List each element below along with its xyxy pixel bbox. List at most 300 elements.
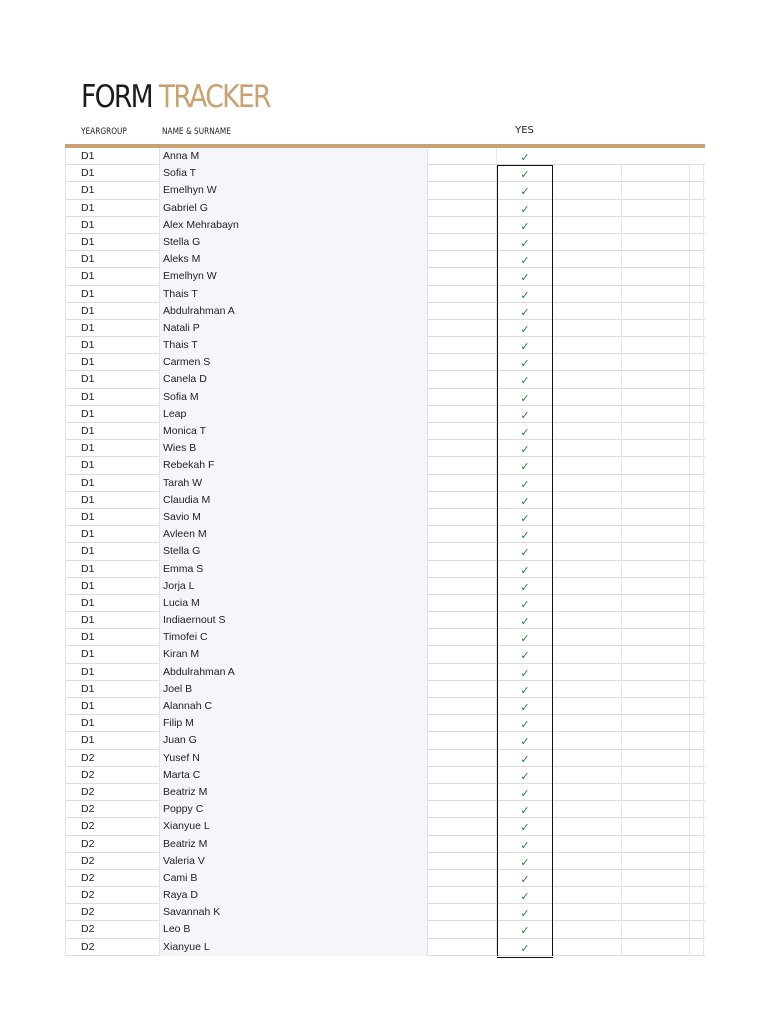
blank-cell[interactable] xyxy=(428,234,497,251)
name-cell[interactable]: Monica T xyxy=(159,423,428,440)
empty-cell[interactable] xyxy=(690,698,704,715)
empty-cell[interactable] xyxy=(690,681,704,698)
empty-cell[interactable] xyxy=(621,750,690,767)
empty-cell[interactable] xyxy=(553,543,621,560)
blank-cell[interactable] xyxy=(428,371,497,388)
blank-cell[interactable] xyxy=(428,921,497,938)
empty-cell[interactable] xyxy=(690,182,704,199)
yeargroup-cell[interactable]: D1 xyxy=(81,596,95,609)
empty-cell[interactable] xyxy=(621,457,690,474)
name-cell[interactable]: Leo B xyxy=(159,921,428,938)
empty-cell[interactable] xyxy=(621,715,690,732)
empty-cell[interactable] xyxy=(553,492,621,509)
empty-cell[interactable] xyxy=(553,406,621,423)
yes-cell[interactable] xyxy=(497,853,553,870)
empty-cell[interactable] xyxy=(690,371,704,388)
empty-cell[interactable] xyxy=(690,750,704,767)
yes-cell[interactable] xyxy=(497,543,553,560)
empty-cell[interactable] xyxy=(621,268,690,285)
name-cell[interactable]: Emelhyn W xyxy=(159,182,428,199)
empty-cell[interactable] xyxy=(690,234,704,251)
empty-cell[interactable] xyxy=(690,939,704,956)
name-cell[interactable]: Savio M xyxy=(159,509,428,526)
yes-cell[interactable] xyxy=(497,904,553,921)
blank-cell[interactable] xyxy=(428,939,497,956)
empty-cell[interactable] xyxy=(553,784,621,801)
blank-cell[interactable] xyxy=(428,389,497,406)
blank-cell[interactable] xyxy=(428,767,497,784)
name-cell[interactable]: Marta C xyxy=(159,767,428,784)
empty-cell[interactable] xyxy=(621,939,690,956)
blank-cell[interactable] xyxy=(428,612,497,629)
blank-cell[interactable] xyxy=(428,457,497,474)
yeargroup-cell[interactable]: D2 xyxy=(81,906,95,919)
empty-cell[interactable] xyxy=(621,526,690,543)
name-cell[interactable]: Indiaernout S xyxy=(159,612,428,629)
name-cell[interactable]: Stella G xyxy=(159,543,428,560)
empty-cell[interactable] xyxy=(690,492,704,509)
empty-cell[interactable] xyxy=(621,561,690,578)
name-cell[interactable]: Cami B xyxy=(159,870,428,887)
empty-cell[interactable] xyxy=(621,818,690,835)
empty-cell[interactable] xyxy=(553,939,621,956)
empty-cell[interactable] xyxy=(553,423,621,440)
name-cell[interactable]: Wies B xyxy=(159,440,428,457)
empty-cell[interactable] xyxy=(621,801,690,818)
name-cell[interactable]: Thais T xyxy=(159,337,428,354)
blank-cell[interactable] xyxy=(428,853,497,870)
empty-cell[interactable] xyxy=(621,148,690,165)
name-cell[interactable]: Avleen M xyxy=(159,526,428,543)
name-cell[interactable]: Jorja L xyxy=(159,578,428,595)
blank-cell[interactable] xyxy=(428,904,497,921)
yeargroup-cell[interactable]: D2 xyxy=(81,751,95,764)
blank-cell[interactable] xyxy=(428,251,497,268)
empty-cell[interactable] xyxy=(553,853,621,870)
empty-cell[interactable] xyxy=(553,320,621,337)
empty-cell[interactable] xyxy=(690,526,704,543)
name-cell[interactable]: Emma S xyxy=(159,561,428,578)
empty-cell[interactable] xyxy=(621,165,690,182)
yes-cell[interactable] xyxy=(497,475,553,492)
empty-cell[interactable] xyxy=(553,715,621,732)
name-cell[interactable]: Leap xyxy=(159,406,428,423)
yes-cell[interactable] xyxy=(497,165,553,182)
empty-cell[interactable] xyxy=(621,595,690,612)
name-cell[interactable]: Xianyue L xyxy=(159,939,428,956)
empty-cell[interactable] xyxy=(621,664,690,681)
empty-cell[interactable] xyxy=(690,921,704,938)
yes-cell[interactable] xyxy=(497,715,553,732)
yeargroup-cell[interactable]: D1 xyxy=(81,270,95,283)
yes-cell[interactable] xyxy=(497,612,553,629)
empty-cell[interactable] xyxy=(690,664,704,681)
empty-cell[interactable] xyxy=(553,578,621,595)
blank-cell[interactable] xyxy=(428,165,497,182)
empty-cell[interactable] xyxy=(690,165,704,182)
empty-cell[interactable] xyxy=(690,784,704,801)
name-cell[interactable]: Abdulrahman A xyxy=(159,303,428,320)
empty-cell[interactable] xyxy=(621,509,690,526)
blank-cell[interactable] xyxy=(428,629,497,646)
yeargroup-cell[interactable]: D1 xyxy=(81,373,95,386)
empty-cell[interactable] xyxy=(553,836,621,853)
yeargroup-cell[interactable]: D1 xyxy=(81,682,95,695)
empty-cell[interactable] xyxy=(621,681,690,698)
empty-cell[interactable] xyxy=(553,165,621,182)
name-cell[interactable]: Aleks M xyxy=(159,251,428,268)
empty-cell[interactable] xyxy=(690,217,704,234)
blank-cell[interactable] xyxy=(428,784,497,801)
yeargroup-cell[interactable]: D1 xyxy=(81,648,95,661)
yeargroup-cell[interactable]: D1 xyxy=(81,339,95,352)
blank-cell[interactable] xyxy=(428,440,497,457)
yeargroup-cell[interactable]: D2 xyxy=(81,785,95,798)
yeargroup-cell[interactable]: D1 xyxy=(81,287,95,300)
blank-cell[interactable] xyxy=(428,337,497,354)
yes-cell[interactable] xyxy=(497,578,553,595)
yeargroup-cell[interactable]: D1 xyxy=(81,356,95,369)
yeargroup-cell[interactable]: D1 xyxy=(81,700,95,712)
empty-cell[interactable] xyxy=(621,475,690,492)
blank-cell[interactable] xyxy=(428,286,497,303)
empty-cell[interactable] xyxy=(553,732,621,749)
yes-cell[interactable] xyxy=(497,681,553,698)
blank-cell[interactable] xyxy=(428,148,497,165)
yes-cell[interactable] xyxy=(497,148,553,165)
empty-cell[interactable] xyxy=(690,337,704,354)
name-cell[interactable]: Timofei C xyxy=(159,629,428,646)
empty-cell[interactable] xyxy=(621,371,690,388)
empty-cell[interactable] xyxy=(621,629,690,646)
yeargroup-cell[interactable]: D2 xyxy=(81,854,95,867)
name-cell[interactable]: Abdulrahman A xyxy=(159,664,428,681)
yeargroup-cell[interactable]: D1 xyxy=(81,717,95,730)
empty-cell[interactable] xyxy=(621,337,690,354)
yeargroup-cell[interactable]: D2 xyxy=(81,923,95,936)
yeargroup-cell[interactable]: D2 xyxy=(81,889,95,902)
name-cell[interactable]: Yusef N xyxy=(159,750,428,767)
yes-cell[interactable] xyxy=(497,457,553,474)
blank-cell[interactable] xyxy=(428,423,497,440)
name-cell[interactable]: Alannah C xyxy=(159,698,428,715)
blank-cell[interactable] xyxy=(428,578,497,595)
empty-cell[interactable] xyxy=(621,732,690,749)
yes-cell[interactable] xyxy=(497,698,553,715)
name-cell[interactable]: Thais T xyxy=(159,286,428,303)
name-cell[interactable]: Xianyue L xyxy=(159,818,428,835)
name-cell[interactable]: Gabriel G xyxy=(159,200,428,217)
yeargroup-cell[interactable]: D1 xyxy=(81,167,95,180)
empty-cell[interactable] xyxy=(621,698,690,715)
name-cell[interactable]: Sofia M xyxy=(159,389,428,406)
empty-cell[interactable] xyxy=(690,457,704,474)
blank-cell[interactable] xyxy=(428,268,497,285)
empty-cell[interactable] xyxy=(621,251,690,268)
yes-cell[interactable] xyxy=(497,320,553,337)
name-cell[interactable]: Poppy C xyxy=(159,801,428,818)
empty-cell[interactable] xyxy=(621,887,690,904)
blank-cell[interactable] xyxy=(428,887,497,904)
blank-cell[interactable] xyxy=(428,750,497,767)
empty-cell[interactable] xyxy=(621,492,690,509)
empty-cell[interactable] xyxy=(690,612,704,629)
blank-cell[interactable] xyxy=(428,217,497,234)
yes-cell[interactable] xyxy=(497,526,553,543)
empty-cell[interactable] xyxy=(553,509,621,526)
yeargroup-cell[interactable]: D1 xyxy=(81,235,95,248)
yes-cell[interactable] xyxy=(497,646,553,663)
empty-cell[interactable] xyxy=(621,904,690,921)
yes-cell[interactable] xyxy=(497,887,553,904)
yeargroup-cell[interactable]: D1 xyxy=(81,321,95,334)
name-cell[interactable]: Filip M xyxy=(159,715,428,732)
name-cell[interactable]: Beatriz M xyxy=(159,784,428,801)
empty-cell[interactable] xyxy=(553,286,621,303)
name-cell[interactable]: Stella G xyxy=(159,234,428,251)
blank-cell[interactable] xyxy=(428,732,497,749)
yeargroup-cell[interactable]: D1 xyxy=(81,579,95,592)
yes-cell[interactable] xyxy=(497,509,553,526)
yeargroup-cell[interactable]: D1 xyxy=(81,253,95,266)
yes-cell[interactable] xyxy=(497,939,553,956)
yeargroup-cell[interactable]: D1 xyxy=(81,442,95,455)
blank-cell[interactable] xyxy=(428,303,497,320)
yeargroup-cell[interactable]: D1 xyxy=(81,390,95,403)
blank-cell[interactable] xyxy=(428,801,497,818)
name-cell[interactable]: Beatriz M xyxy=(159,836,428,853)
yeargroup-cell[interactable]: D1 xyxy=(81,562,95,575)
name-cell[interactable]: Sofia T xyxy=(159,165,428,182)
name-cell[interactable]: Alex Mehrabayn xyxy=(159,217,428,234)
yeargroup-cell[interactable]: D1 xyxy=(81,407,95,420)
blank-cell[interactable] xyxy=(428,595,497,612)
yeargroup-cell[interactable]: D1 xyxy=(81,734,95,747)
yes-cell[interactable] xyxy=(497,818,553,835)
yeargroup-cell[interactable]: D1 xyxy=(81,493,95,506)
yes-cell[interactable] xyxy=(497,406,553,423)
empty-cell[interactable] xyxy=(690,715,704,732)
name-cell[interactable]: Anna M xyxy=(159,148,428,165)
empty-cell[interactable] xyxy=(553,389,621,406)
empty-cell[interactable] xyxy=(553,440,621,457)
empty-cell[interactable] xyxy=(690,543,704,560)
yes-cell[interactable] xyxy=(497,664,553,681)
name-cell[interactable]: Canela D xyxy=(159,371,428,388)
name-cell[interactable]: Joel B xyxy=(159,681,428,698)
empty-cell[interactable] xyxy=(553,750,621,767)
yeargroup-cell[interactable]: D1 xyxy=(81,665,95,678)
yeargroup-cell[interactable]: D1 xyxy=(81,150,95,162)
empty-cell[interactable] xyxy=(553,217,621,234)
yes-cell[interactable] xyxy=(497,389,553,406)
empty-cell[interactable] xyxy=(553,251,621,268)
empty-cell[interactable] xyxy=(690,200,704,217)
yes-cell[interactable] xyxy=(497,371,553,388)
name-cell[interactable]: Valeria V xyxy=(159,853,428,870)
yes-cell[interactable] xyxy=(497,629,553,646)
empty-cell[interactable] xyxy=(553,595,621,612)
empty-cell[interactable] xyxy=(690,406,704,423)
yeargroup-cell[interactable]: D1 xyxy=(81,528,95,541)
empty-cell[interactable] xyxy=(621,784,690,801)
yeargroup-cell[interactable]: D1 xyxy=(81,459,95,472)
empty-cell[interactable] xyxy=(621,578,690,595)
yes-cell[interactable] xyxy=(497,182,553,199)
blank-cell[interactable] xyxy=(428,182,497,199)
empty-cell[interactable] xyxy=(553,268,621,285)
name-cell[interactable]: Rebekah F xyxy=(159,457,428,474)
name-cell[interactable]: Kiran M xyxy=(159,646,428,663)
blank-cell[interactable] xyxy=(428,200,497,217)
empty-cell[interactable] xyxy=(621,389,690,406)
empty-cell[interactable] xyxy=(690,561,704,578)
name-cell[interactable]: Raya D xyxy=(159,887,428,904)
yes-cell[interactable] xyxy=(497,303,553,320)
empty-cell[interactable] xyxy=(553,303,621,320)
blank-cell[interactable] xyxy=(428,698,497,715)
blank-cell[interactable] xyxy=(428,492,497,509)
empty-cell[interactable] xyxy=(690,578,704,595)
empty-cell[interactable] xyxy=(553,354,621,371)
blank-cell[interactable] xyxy=(428,561,497,578)
empty-cell[interactable] xyxy=(690,389,704,406)
empty-cell[interactable] xyxy=(621,870,690,887)
empty-cell[interactable] xyxy=(553,681,621,698)
empty-cell[interactable] xyxy=(553,887,621,904)
yeargroup-cell[interactable]: D1 xyxy=(81,425,95,437)
yeargroup-cell[interactable]: D1 xyxy=(81,545,95,558)
name-cell[interactable]: Tarah W xyxy=(159,475,428,492)
empty-cell[interactable] xyxy=(553,664,621,681)
empty-cell[interactable] xyxy=(621,182,690,199)
empty-cell[interactable] xyxy=(690,268,704,285)
empty-cell[interactable] xyxy=(690,303,704,320)
name-cell[interactable]: Emelhyn W xyxy=(159,268,428,285)
empty-cell[interactable] xyxy=(553,337,621,354)
yeargroup-cell[interactable]: D1 xyxy=(81,218,95,231)
empty-cell[interactable] xyxy=(690,440,704,457)
empty-cell[interactable] xyxy=(621,921,690,938)
empty-cell[interactable] xyxy=(553,801,621,818)
blank-cell[interactable] xyxy=(428,543,497,560)
yeargroup-cell[interactable]: D2 xyxy=(81,768,95,781)
empty-cell[interactable] xyxy=(621,217,690,234)
blank-cell[interactable] xyxy=(428,646,497,663)
yeargroup-cell[interactable]: D1 xyxy=(81,614,95,627)
yeargroup-cell[interactable]: D2 xyxy=(81,837,95,850)
empty-cell[interactable] xyxy=(553,371,621,388)
blank-cell[interactable] xyxy=(428,526,497,543)
yes-cell[interactable] xyxy=(497,870,553,887)
name-cell[interactable]: Juan G xyxy=(159,732,428,749)
yes-cell[interactable] xyxy=(497,337,553,354)
empty-cell[interactable] xyxy=(553,870,621,887)
empty-cell[interactable] xyxy=(621,200,690,217)
empty-cell[interactable] xyxy=(690,286,704,303)
blank-cell[interactable] xyxy=(428,406,497,423)
yes-cell[interactable] xyxy=(497,354,553,371)
empty-cell[interactable] xyxy=(690,870,704,887)
empty-cell[interactable] xyxy=(690,509,704,526)
empty-cell[interactable] xyxy=(690,904,704,921)
name-cell[interactable]: Claudia M xyxy=(159,492,428,509)
empty-cell[interactable] xyxy=(621,767,690,784)
name-cell[interactable]: Lucia M xyxy=(159,595,428,612)
empty-cell[interactable] xyxy=(621,836,690,853)
empty-cell[interactable] xyxy=(690,732,704,749)
yes-cell[interactable] xyxy=(497,836,553,853)
empty-cell[interactable] xyxy=(553,612,621,629)
blank-cell[interactable] xyxy=(428,509,497,526)
empty-cell[interactable] xyxy=(690,148,704,165)
yeargroup-cell[interactable]: D2 xyxy=(81,940,95,953)
empty-cell[interactable] xyxy=(690,887,704,904)
empty-cell[interactable] xyxy=(621,440,690,457)
name-cell[interactable]: Carmen S xyxy=(159,354,428,371)
empty-cell[interactable] xyxy=(621,303,690,320)
yes-cell[interactable] xyxy=(497,561,553,578)
empty-cell[interactable] xyxy=(553,921,621,938)
yeargroup-cell[interactable]: D1 xyxy=(81,631,95,644)
name-cell[interactable]: Natali P xyxy=(159,320,428,337)
empty-cell[interactable] xyxy=(553,526,621,543)
empty-cell[interactable] xyxy=(553,475,621,492)
empty-cell[interactable] xyxy=(690,629,704,646)
empty-cell[interactable] xyxy=(553,698,621,715)
empty-cell[interactable] xyxy=(553,182,621,199)
blank-cell[interactable] xyxy=(428,475,497,492)
empty-cell[interactable] xyxy=(690,646,704,663)
blank-cell[interactable] xyxy=(428,681,497,698)
empty-cell[interactable] xyxy=(690,767,704,784)
empty-cell[interactable] xyxy=(621,612,690,629)
yes-cell[interactable] xyxy=(497,750,553,767)
empty-cell[interactable] xyxy=(553,767,621,784)
yeargroup-cell[interactable]: D1 xyxy=(81,201,95,214)
empty-cell[interactable] xyxy=(621,853,690,870)
empty-cell[interactable] xyxy=(690,423,704,440)
empty-cell[interactable] xyxy=(690,251,704,268)
blank-cell[interactable] xyxy=(428,320,497,337)
empty-cell[interactable] xyxy=(621,234,690,251)
yes-cell[interactable] xyxy=(497,217,553,234)
yes-cell[interactable] xyxy=(497,251,553,268)
empty-cell[interactable] xyxy=(621,286,690,303)
empty-cell[interactable] xyxy=(553,561,621,578)
empty-cell[interactable] xyxy=(553,818,621,835)
empty-cell[interactable] xyxy=(553,457,621,474)
blank-cell[interactable] xyxy=(428,715,497,732)
yes-cell[interactable] xyxy=(497,801,553,818)
empty-cell[interactable] xyxy=(553,148,621,165)
empty-cell[interactable] xyxy=(690,475,704,492)
blank-cell[interactable] xyxy=(428,354,497,371)
yeargroup-cell[interactable]: D1 xyxy=(81,184,95,197)
empty-cell[interactable] xyxy=(621,406,690,423)
yes-cell[interactable] xyxy=(497,492,553,509)
empty-cell[interactable] xyxy=(690,595,704,612)
yes-cell[interactable] xyxy=(497,286,553,303)
blank-cell[interactable] xyxy=(428,870,497,887)
blank-cell[interactable] xyxy=(428,836,497,853)
empty-cell[interactable] xyxy=(690,801,704,818)
yeargroup-cell[interactable]: D2 xyxy=(81,871,95,884)
yes-cell[interactable] xyxy=(497,268,553,285)
yeargroup-cell[interactable]: D2 xyxy=(81,820,95,833)
empty-cell[interactable] xyxy=(621,320,690,337)
blank-cell[interactable] xyxy=(428,818,497,835)
